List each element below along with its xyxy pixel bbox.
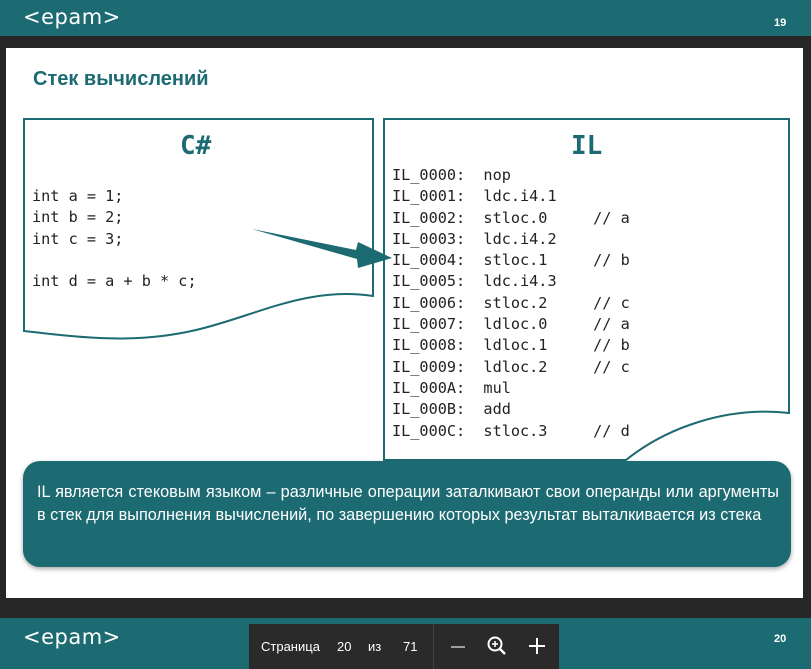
slide-page-number: 20 xyxy=(774,633,787,645)
il-code xyxy=(392,165,630,442)
slide-title: Стек вычислений xyxy=(33,68,209,90)
code-line: IL_0001: ldc.i4.1 xyxy=(392,187,557,206)
zoom-out-button[interactable] xyxy=(445,632,473,660)
il-box-title: IL xyxy=(571,131,603,161)
page-label: Страница xyxy=(261,639,320,654)
viewer-toolbar xyxy=(249,624,559,669)
code-line: IL_0004: stloc.1 // b xyxy=(392,251,630,270)
total-pages: 71 xyxy=(403,639,418,654)
slide xyxy=(6,48,803,598)
slide-separator xyxy=(0,36,811,48)
code-line: int a = 1; xyxy=(32,187,124,205)
csharp-code xyxy=(32,186,197,292)
code-line: int b = 2; xyxy=(32,208,124,227)
code-line: IL_0006: stloc.2 // c xyxy=(392,293,630,312)
epam-logo: <epam> xyxy=(23,625,121,649)
current-page-input[interactable]: 20 xyxy=(337,639,352,654)
code-line: IL_0005: ldc.i4.3 xyxy=(392,272,557,291)
csharp-box-title: C# xyxy=(180,131,212,161)
epam-logo: <epam> xyxy=(23,5,121,29)
code-line: IL_0007: ldloc.0 // a xyxy=(392,315,630,334)
code-line: IL_0008: ldloc.1 // b xyxy=(392,336,630,355)
zoom-icon xyxy=(483,632,511,660)
callout-text: IL является стековым языком – различные операции заталкивают свои операнды или аргументы в стек для выполнения вычислений, по завершению которых результат выталкивается из стека xyxy=(37,483,779,524)
slide-page-number: 19 xyxy=(774,17,787,29)
toolbar-divider xyxy=(433,624,434,669)
code-line: IL_0000: nop xyxy=(392,166,511,184)
minus-icon xyxy=(445,632,473,660)
code-line: IL_0002: stloc.0 // a xyxy=(392,208,630,227)
code-line: IL_000B: add xyxy=(392,400,511,419)
code-line: IL_000A: mul xyxy=(392,378,511,397)
zoom-in-button[interactable] xyxy=(523,632,551,660)
callout-box xyxy=(23,461,791,567)
code-line: int c = 3; xyxy=(32,229,124,248)
code-line: IL_000C: stloc.3 // d xyxy=(392,421,630,440)
plus-icon xyxy=(523,632,551,660)
of-label: из xyxy=(368,639,382,654)
prev-slide-footer xyxy=(0,0,811,36)
code-line: int d = a + b * c; xyxy=(32,272,197,291)
code-line: IL_0009: ldloc.2 // c xyxy=(392,357,630,376)
code-line: IL_0003: ldc.i4.2 xyxy=(392,229,557,248)
zoom-button[interactable] xyxy=(483,632,511,660)
